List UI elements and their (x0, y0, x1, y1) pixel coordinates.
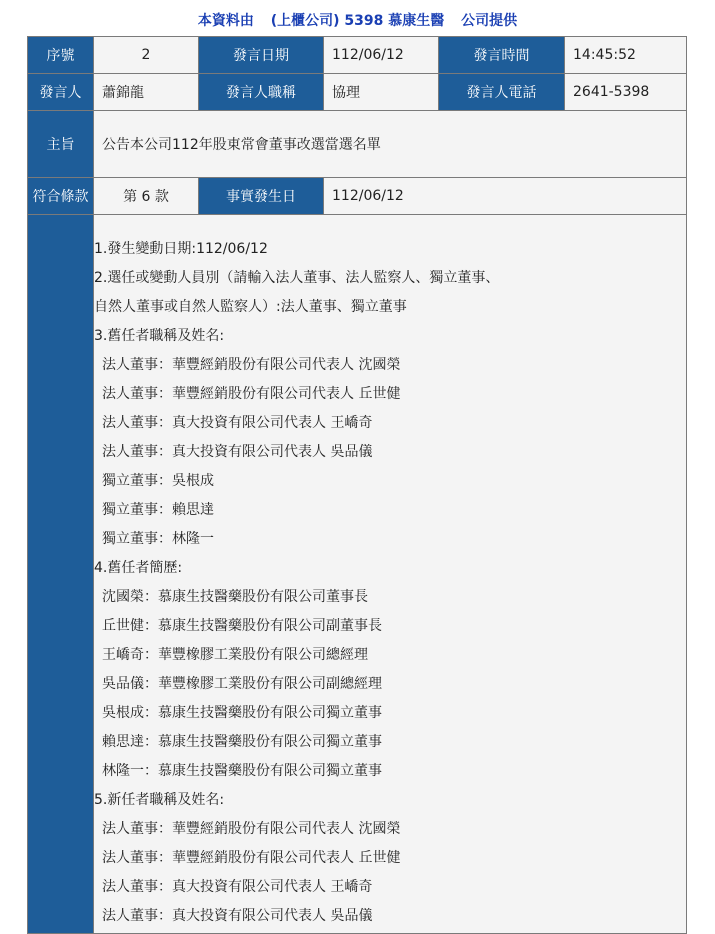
speaker-label: 發言人 (28, 74, 94, 111)
description-line: 林隆一：慕康生技醫藥股份有限公司獨立董事 (102, 763, 382, 779)
date-value: 112/06/12 (324, 37, 439, 74)
table-row (28, 111, 687, 178)
description-line: 獨立董事：林隆一 (102, 531, 214, 547)
description-line: 法人董事：華豐經銷股份有限公司代表人 丘世健 (102, 386, 401, 402)
description-line: 1.發生變動日期:112/06/12 (94, 241, 268, 257)
source-prefix: 本資料由 (197, 13, 254, 29)
subject-label: 主旨 (28, 111, 94, 178)
speaker-title-label: 發言人職稱 (199, 74, 324, 111)
subject-value: 公告本公司112年股東常會董事改選當選名單 (94, 111, 687, 178)
event-date-value: 112/06/12 (324, 178, 687, 215)
description-line: 吳品儀：華豐橡膠工業股份有限公司副總經理 (102, 676, 382, 692)
table-row (28, 74, 687, 111)
description-line: 沈國榮：慕康生技醫藥股份有限公司董事長 (102, 589, 368, 605)
description-line: 獨立董事：吳根成 (102, 473, 214, 489)
description-body (94, 215, 687, 934)
time-label: 發言時間 (439, 37, 565, 74)
description-line: 法人董事：真大投資有限公司代表人 吳品儀 (102, 908, 373, 924)
description-line: 自然人董事或自然人監察人）:法人董事、獨立董事 (94, 299, 407, 315)
description-line: 吳根成：慕康生技醫藥股份有限公司獨立董事 (102, 705, 382, 721)
speaker-title-value: 協理 (324, 74, 439, 111)
description-line: 5.新任者職稱及姓名: (94, 792, 225, 808)
description-line: 法人董事：華豐經銷股份有限公司代表人 丘世健 (102, 850, 401, 866)
source-company: (上櫃公司) 5398 慕康生醫 (270, 13, 445, 29)
announcement-table (27, 36, 687, 934)
table-row (28, 178, 687, 215)
source-suffix: 公司提供 (461, 13, 518, 29)
seq-label: 序號 (28, 37, 94, 74)
table-row (28, 215, 687, 934)
description-label (28, 215, 94, 934)
date-label: 發言日期 (199, 37, 324, 74)
description-line: 2.選任或變動人員別（請輸入法人董事、法人監察人、獨立董事、 (94, 270, 500, 286)
description-line: 獨立董事：賴思達 (102, 502, 214, 518)
description-line: 法人董事：真大投資有限公司代表人 王嶠奇 (102, 879, 373, 895)
clause-label: 符合條款 (28, 178, 94, 215)
event-date-label: 事實發生日 (199, 178, 324, 215)
description-lines (94, 215, 686, 931)
description-line: 法人董事：真大投資有限公司代表人 王嶠奇 (102, 415, 373, 431)
description-line: 王嶠奇：華豐橡膠工業股份有限公司總經理 (102, 647, 368, 663)
description-line: 4.舊任者簡歷: (94, 560, 183, 576)
table-row (28, 37, 687, 74)
description-line: 3.舊任者職稱及姓名: (94, 328, 225, 344)
description-line: 法人董事：真大投資有限公司代表人 吳品儀 (102, 444, 373, 460)
seq-value: 2 (94, 37, 199, 74)
description-line: 法人董事：華豐經銷股份有限公司代表人 沈國榮 (102, 821, 401, 837)
phone-label: 發言人電話 (439, 74, 565, 111)
speaker-value: 蕭錦龍 (94, 74, 199, 111)
source-banner (0, 10, 715, 30)
clause-value: 第 6 款 (94, 178, 199, 215)
time-value: 14:45:52 (565, 37, 687, 74)
description-line: 賴思達：慕康生技醫藥股份有限公司獨立董事 (102, 734, 382, 750)
description-line: 丘世健：慕康生技醫藥股份有限公司副董事長 (102, 618, 382, 634)
description-line: 法人董事：華豐經銷股份有限公司代表人 沈國榮 (102, 357, 401, 373)
phone-value: 2641-5398 (565, 74, 687, 111)
